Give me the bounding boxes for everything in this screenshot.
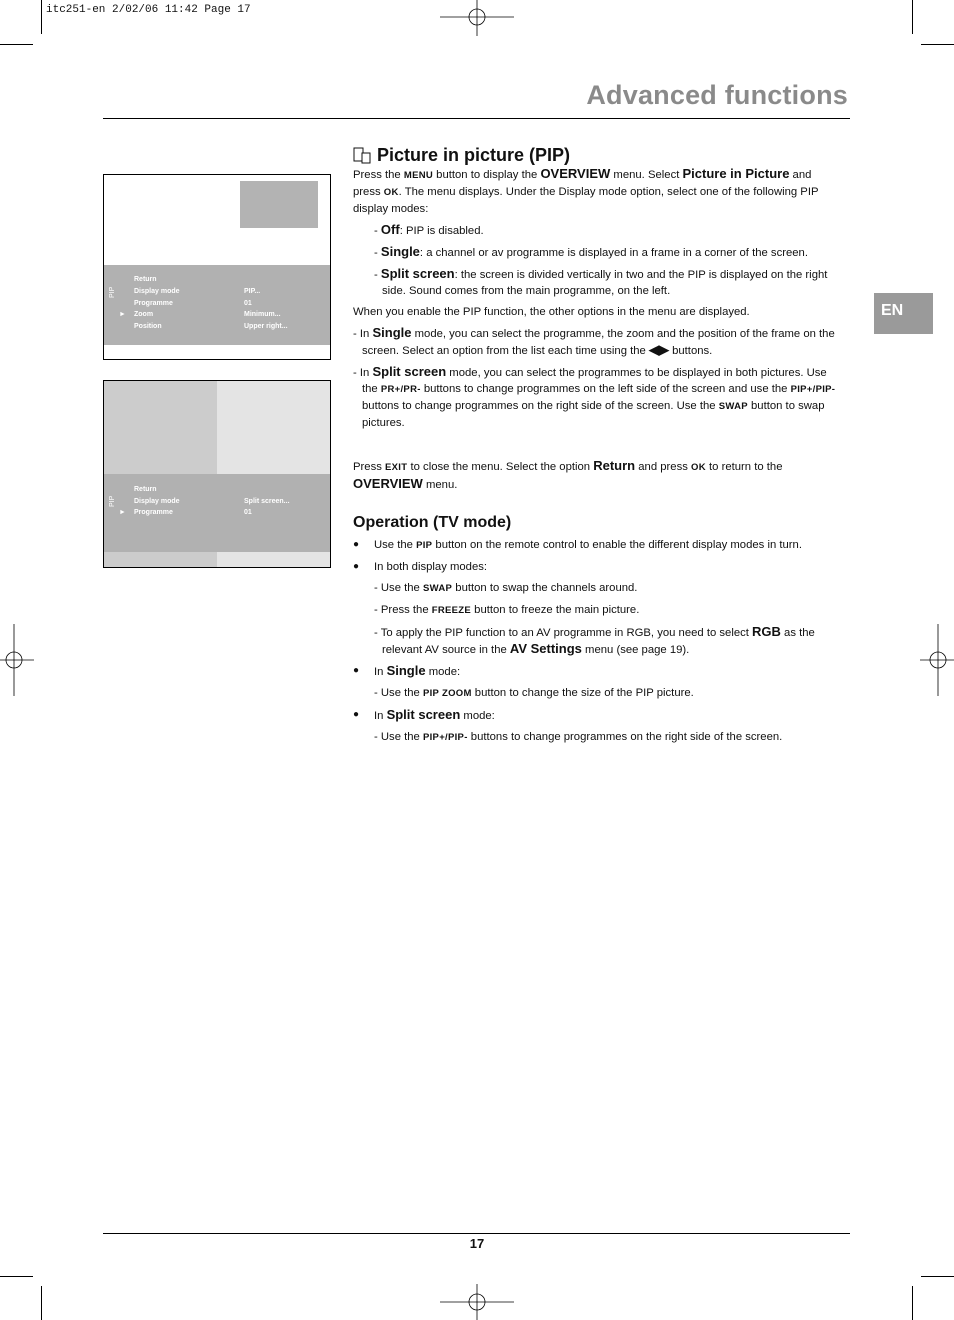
intro-paragraph: Press the MENU button to display the OVERVIEW menu. Select Picture in Picture and press OK. The menu displays. Under the Display mode option, select one of the following PIP display modes: [353, 166, 819, 215]
split-menu [104, 474, 330, 552]
bullet-pip-button: ● Use the PIP button on the remote control to enable the different display modes in turn. [353, 537, 840, 554]
section-operation [353, 515, 840, 746]
menu-value-programme: 01 [244, 509, 252, 516]
section-heading-operation: Operation (TV mode) [353, 514, 512, 531]
rgb-item: - To apply the PIP function to an AV programme in RGB, you need to select RGB as the relevant AV source in the AV Settings menu (see page 19). [374, 624, 815, 656]
crop-mark [912, 0, 913, 34]
pip-icon [353, 146, 371, 164]
pip-frame [240, 181, 318, 228]
crop-mark [0, 44, 33, 45]
menu-value-position: Upper right... [244, 323, 288, 330]
menu-item-programme: Programme [134, 300, 173, 307]
tv-screen-split [103, 380, 331, 568]
section-heading-pip: Picture in picture (PIP) [377, 145, 571, 165]
bullet-both-modes: ● In both display modes: [353, 559, 840, 575]
mode-single: - Single: a channel or av programme is displayed in a frame in a corner of the screen. [374, 244, 808, 259]
menu-item-programme: Programme [134, 509, 173, 516]
exit-paragraph: Press EXIT to close the menu. Select the option Return and press OK to return to the OVERVIEW menu. [353, 458, 783, 491]
bullet-single-mode: ● In Single mode: [353, 663, 840, 680]
menu-item-return: Return [134, 486, 157, 493]
single-mode-paragraph: - In Single mode, you can select the programme, the zoom and the position of the frame on the screen. Select an option from the list each time using the ◀▶ buttons. [353, 325, 835, 357]
bullet-split-mode: ● In Split screen mode: [353, 707, 840, 724]
crop-mark [0, 1276, 33, 1277]
menu-item-display-mode: Display mode [134, 288, 180, 295]
menu-item-return: Return [134, 276, 157, 283]
tv-screen-pip [103, 174, 331, 360]
print-slug: itc251-en 2/02/06 11:42 Page 17 [46, 4, 251, 16]
language-tab: EN [874, 293, 933, 334]
split-mode-paragraph: - In Split screen mode, you can select the programmes to be displayed in both pictures. Use the PR+/PR- buttons to change programmes on the left side of the screen and use the PIP+/PIP- buttons to change programmes on the right side of the screen. Use the SWAP button to swap pictures. [353, 364, 836, 429]
menu-item-zoom: Zoom [134, 311, 154, 318]
page-number: 17 [469, 1236, 485, 1251]
menu-side-label: PIP [109, 495, 116, 507]
registration-mark-bottom [440, 1284, 514, 1320]
menu-item-position: Position [134, 323, 162, 330]
pip-plus-minus-item: - Use the PIP+/PIP- buttons to change programmes on the right side of the screen. [374, 731, 783, 743]
section-pip [353, 146, 840, 493]
mode-off: - Off: PIP is disabled. [374, 222, 484, 237]
arrow-buttons-icon: ◀▶ [648, 342, 669, 357]
options-paragraph: When you enable the PIP function, the other options in the menu are displayed. [353, 306, 750, 318]
header-rule [103, 118, 850, 119]
pip-menu [104, 265, 330, 345]
menu-value-programme: 01 [244, 300, 252, 307]
menu-value-display-mode: PIP... [244, 288, 261, 295]
crop-mark [921, 1276, 954, 1277]
menu-value-display-mode: Split screen... [244, 498, 290, 505]
mode-split-screen: - Split screen: the screen is divided vertically in two and the PIP is displayed on the right side. Sound comes from the main programme, on the left. [374, 266, 828, 297]
crop-mark [921, 44, 954, 45]
menu-side-label: PIP [109, 286, 116, 298]
registration-mark-left [0, 624, 34, 696]
registration-mark-right [920, 624, 954, 696]
page-title: Advanced functions [586, 80, 848, 110]
menu-value-zoom: Minimum... [244, 311, 281, 318]
swap-item: - Use the SWAP button to swap the channels around. [374, 582, 638, 594]
registration-mark-top [440, 0, 514, 36]
menu-item-display-mode: Display mode [134, 498, 180, 505]
footer-rule [103, 1233, 850, 1234]
freeze-item: - Press the FREEZE button to freeze the main picture. [374, 604, 640, 616]
pip-zoom-item: - Use the PIP ZOOM button to change the size of the PIP picture. [374, 687, 694, 699]
crop-mark [912, 1286, 913, 1320]
crop-mark [41, 1286, 42, 1320]
menu-selection-arrow: ► [119, 311, 126, 318]
menu-selection-arrow: ► [119, 509, 126, 516]
crop-mark [41, 0, 42, 34]
